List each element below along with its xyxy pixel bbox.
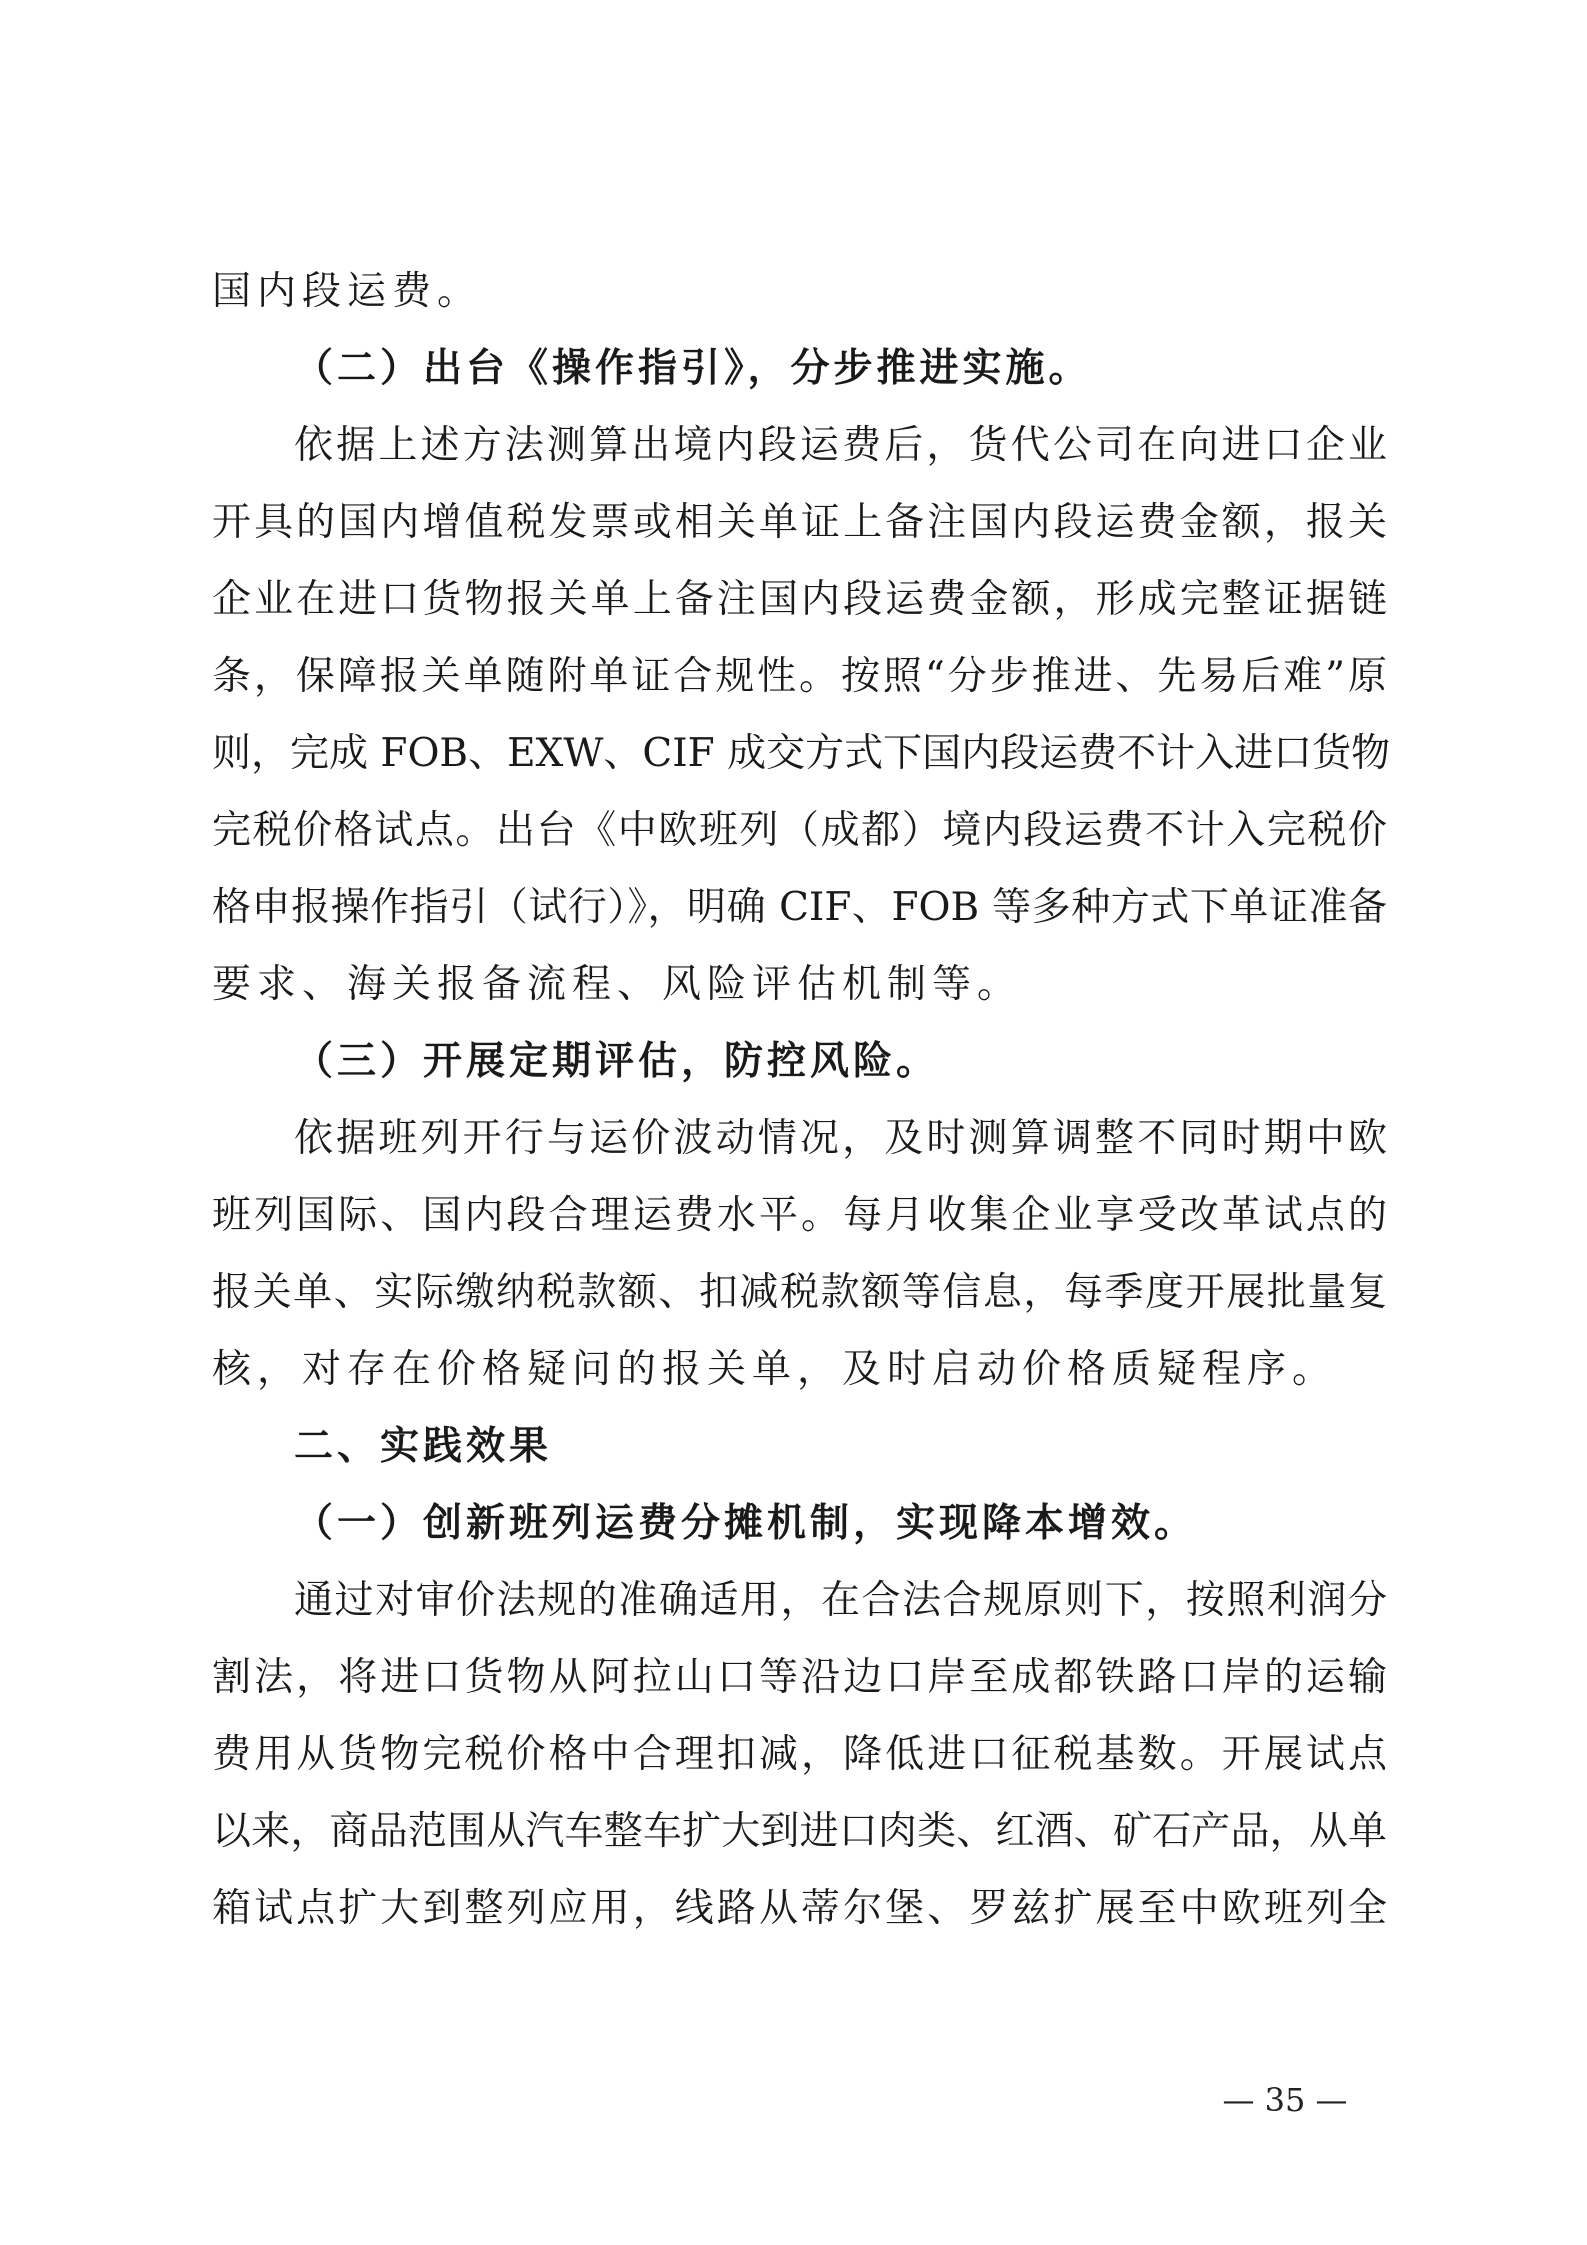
section-heading-2: （二）出台《操作指引》，分步推进实施。 bbox=[294, 346, 1092, 391]
paragraph-line: 报关单、实际缴纳税款额、扣减税款额等信息，每季度开展批量复 bbox=[212, 1270, 1387, 1315]
paragraph-line: 费用从货物完税价格中合理扣减，降低进口征税基数。开展试点 bbox=[212, 1732, 1387, 1777]
paragraph-line: 开具的国内增值税发票或相关单证上备注国内段运费金额，报关 bbox=[212, 500, 1387, 545]
paragraph-line: 核，对存在价格疑问的报关单，及时启动价格质疑程序。 bbox=[212, 1347, 1338, 1392]
paragraph-line: 通过对审价法规的准确适用，在合法合规原则下，按照利润分 bbox=[294, 1578, 1387, 1623]
section-heading-3: （三）开展定期评估，防控风险。 bbox=[294, 1039, 940, 1084]
chapter-heading: 二、实践效果 bbox=[294, 1424, 553, 1469]
paragraph-continuation: 国内段运费。 bbox=[212, 269, 483, 314]
paragraph-line: 企业在进口货物报关单上备注国内段运费金额，形成完整证据链 bbox=[212, 577, 1387, 622]
paragraph-line: 格申报操作指引（试行）》，明确 CIF、FOB 等多种方式下单证准备 bbox=[212, 885, 1387, 930]
paragraph-line: 完税价格试点。出台《中欧班列（成都）境内段运费不计入完税价 bbox=[212, 808, 1387, 853]
paragraph-line: 箱试点扩大到整列应用，线路从蒂尔堡、罗兹扩展至中欧班列全 bbox=[212, 1886, 1387, 1931]
paragraph-line: 割法，将进口货物从阿拉山口等沿边口岸至成都铁路口岸的运输 bbox=[212, 1655, 1387, 1700]
page-number: — 35 — bbox=[1222, 2081, 1348, 2119]
paragraph-line: 依据班列开行与运价波动情况，及时测算调整不同时期中欧 bbox=[294, 1116, 1387, 1161]
paragraph-line: 则，完成 FOB、EXW、CIF 成交方式下国内段运费不计入进口货物 bbox=[212, 731, 1391, 776]
paragraph-line: 依据上述方法测算出境内段运费后，货代公司在向进口企业 bbox=[294, 423, 1387, 468]
paragraph-line: 班列国际、国内段合理运费水平。每月收集企业享受改革试点的 bbox=[212, 1193, 1387, 1238]
section-heading-1: （一）创新班列运费分摊机制，实现降本增效。 bbox=[294, 1501, 1198, 1546]
paragraph-line: 以来，商品范围从汽车整车扩大到进口肉类、红酒、矿石产品，从单 bbox=[212, 1809, 1387, 1854]
paragraph-line: 条，保障报关单随附单证合规性。按照“分步推进、先易后难”原 bbox=[212, 654, 1387, 699]
paragraph-line: 要求、海关报备流程、风险评估机制等。 bbox=[212, 962, 1023, 1007]
